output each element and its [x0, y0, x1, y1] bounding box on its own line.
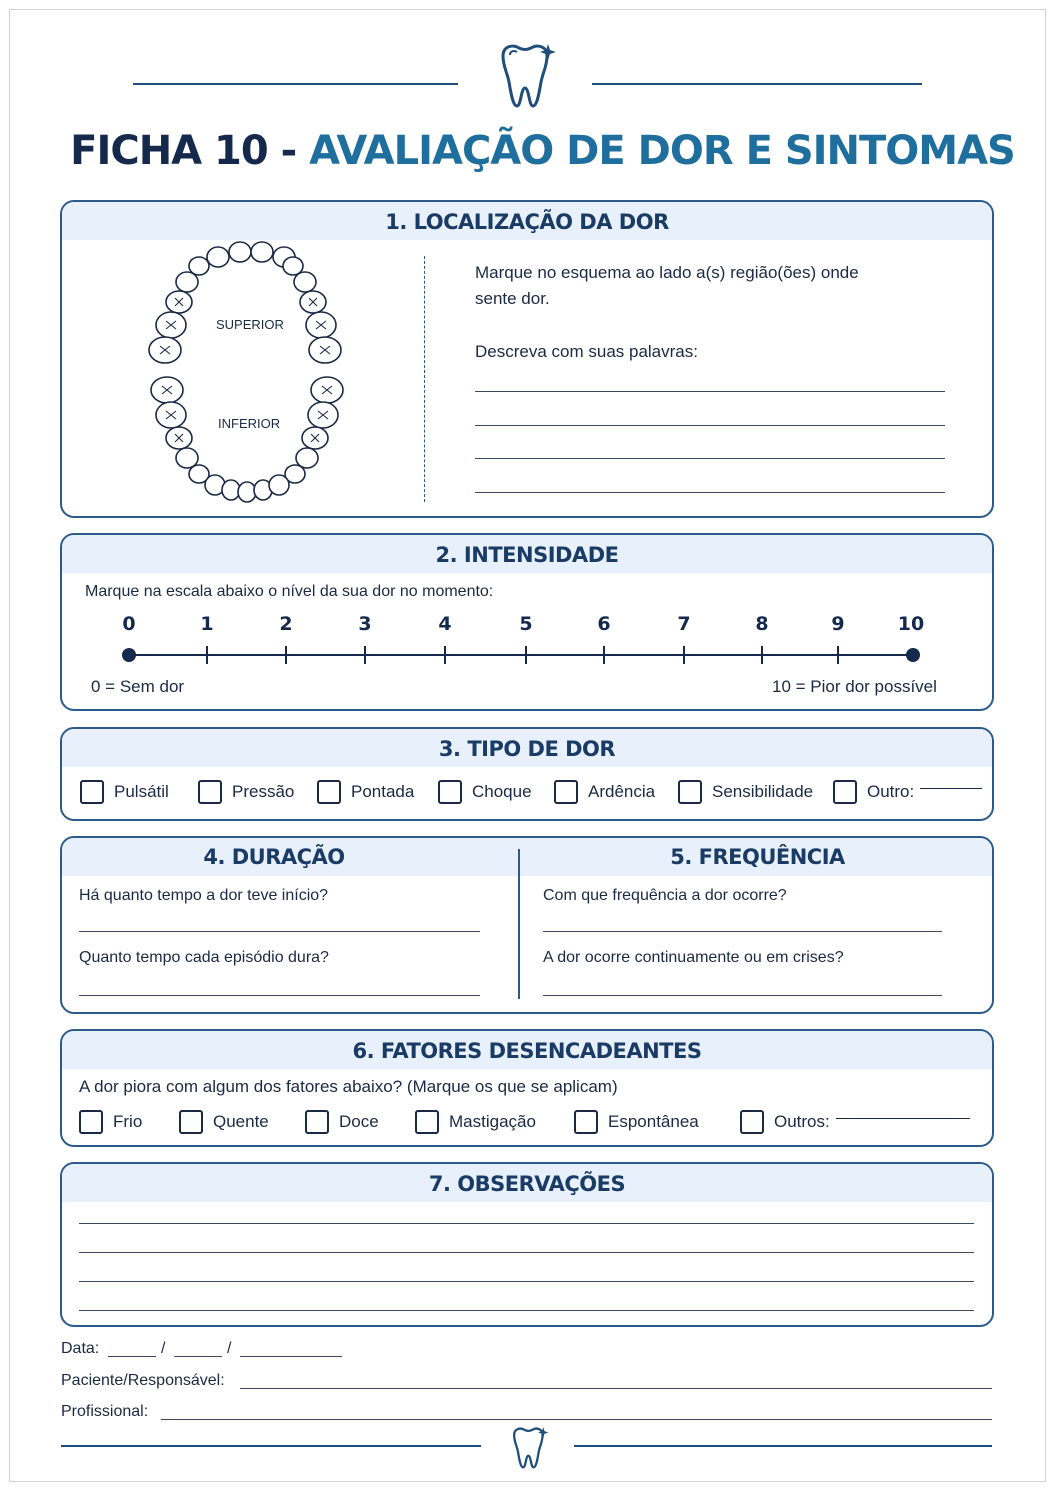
checkbox[interactable]	[740, 1110, 764, 1134]
option-choque[interactable]	[438, 780, 532, 804]
scale-start-dot	[122, 648, 136, 662]
duration-q2: Quanto tempo cada episódio dura?	[79, 949, 329, 966]
option-label: Ardência	[588, 782, 656, 801]
header-rule-right	[592, 83, 922, 85]
scale-value-7[interactable]: 7	[677, 613, 691, 635]
scale-value-10[interactable]: 10	[897, 613, 925, 635]
option-label: Outro:	[867, 782, 915, 801]
option-label: Pontada	[351, 782, 415, 801]
tooth-logo-icon	[493, 42, 559, 110]
upper-arch-label: SUPERIOR	[216, 317, 284, 332]
lower-arch-label: INFERIOR	[218, 416, 281, 431]
scale-tick	[761, 646, 763, 664]
describe-line-1[interactable]	[475, 391, 945, 392]
triggers-instruction: A dor piora com algum dos fatores abaixo? (Marque os que se aplicam)	[79, 1077, 618, 1096]
describe-line-4[interactable]	[475, 492, 945, 493]
date-day-field[interactable]	[108, 1356, 156, 1357]
option-label: Pressão	[232, 782, 295, 801]
option-label: Choque	[472, 782, 532, 801]
frequency-answer-2[interactable]	[543, 995, 942, 996]
section-heading: 7. OBSERVAÇÕES	[62, 1164, 992, 1202]
scale-tick	[364, 646, 366, 664]
scale-value-0[interactable]: 0	[122, 613, 136, 635]
scale-tick	[603, 646, 605, 664]
trigger-outros[interactable]	[740, 1110, 970, 1134]
option-label: Sensibilidade	[712, 782, 814, 801]
duration-frequency-divider	[518, 849, 520, 999]
date-year-field[interactable]	[240, 1356, 342, 1357]
scale-value-3[interactable]: 3	[358, 613, 372, 635]
option-label: Espontânea	[608, 1112, 699, 1131]
duration-answer-2[interactable]	[79, 995, 480, 996]
intensity-instruction: Marque na escala abaixo o nível da sua dor no momento:	[85, 583, 494, 600]
checkbox[interactable]	[198, 780, 222, 804]
option-label: Quente	[213, 1112, 269, 1131]
section-duration-heading: 4. DURAÇÃO	[203, 845, 345, 869]
section-heading: 1. LOCALIZAÇÃO DA DOR	[62, 202, 992, 240]
date-month-field[interactable]	[174, 1356, 222, 1357]
location-instruction-1: Marque no esquema ao lado a(s) região(ões) onde	[475, 263, 859, 282]
date-separator-2: /	[227, 1340, 232, 1357]
checkbox[interactable]	[554, 780, 578, 804]
frequency-answer-1[interactable]	[543, 931, 942, 932]
checkbox[interactable]	[438, 780, 462, 804]
describe-line-3[interactable]	[475, 458, 945, 459]
scale-value-4[interactable]: 4	[438, 613, 452, 635]
duration-q1: Há quanto tempo a dor teve início?	[79, 887, 329, 904]
checkbox[interactable]	[317, 780, 341, 804]
option-label: Frio	[113, 1112, 143, 1131]
checkbox[interactable]	[678, 780, 702, 804]
section1-divider	[424, 256, 425, 502]
option-sensibilidade[interactable]	[678, 780, 813, 804]
option-pressao[interactable]	[198, 780, 294, 804]
duration-answer-1[interactable]	[79, 931, 480, 932]
outros-blank[interactable]	[836, 1118, 970, 1119]
checkbox[interactable]	[833, 780, 857, 804]
section-heading: 2. INTENSIDADE	[62, 535, 992, 573]
page-title	[0, 128, 1055, 174]
option-label: Outros:	[774, 1112, 830, 1131]
describe-line-2[interactable]	[475, 425, 945, 426]
observation-line-1[interactable]	[79, 1223, 974, 1224]
option-label: Mastigação	[449, 1112, 536, 1131]
option-pulsatil[interactable]	[80, 780, 169, 804]
option-label: Doce	[339, 1112, 379, 1131]
scale-tick	[206, 646, 208, 664]
footer-rule-right	[574, 1445, 992, 1447]
checkbox[interactable]	[80, 780, 104, 804]
scale-value-5[interactable]: 5	[519, 613, 533, 635]
outro-blank[interactable]	[920, 788, 982, 789]
trigger-mastigacao[interactable]	[415, 1110, 536, 1134]
scale-value-1[interactable]: 1	[200, 613, 214, 635]
scale-tick	[525, 646, 527, 664]
trigger-doce[interactable]	[305, 1110, 379, 1134]
section-pain-type	[60, 727, 994, 821]
date-label: Data:	[61, 1340, 100, 1357]
trigger-frio[interactable]	[79, 1110, 142, 1134]
trigger-espontanea[interactable]	[574, 1110, 699, 1134]
scale-tick	[285, 646, 287, 664]
section-observations	[60, 1162, 994, 1327]
title-ficha-number: FICHA 10 -	[70, 128, 310, 174]
scale-max-label: 10 = Pior dor possível	[772, 677, 937, 696]
footer-rule-left	[61, 1445, 481, 1447]
checkbox[interactable]	[415, 1110, 439, 1134]
dental-arch-diagram[interactable]	[145, 240, 355, 505]
option-pontada[interactable]	[317, 780, 414, 804]
date-separator-1: /	[161, 1340, 166, 1357]
scale-value-8[interactable]: 8	[755, 613, 769, 635]
option-label: Pulsátil	[114, 782, 169, 801]
trigger-quente[interactable]	[179, 1110, 269, 1134]
scale-axis	[129, 654, 913, 656]
checkbox[interactable]	[79, 1110, 103, 1134]
tooth-footer-icon	[507, 1426, 551, 1470]
scale-min-label: 0 = Sem dor	[91, 677, 185, 696]
checkbox[interactable]	[574, 1110, 598, 1134]
describe-label: Descreva com suas palavras:	[475, 342, 698, 361]
professional-label: Profissional:	[61, 1403, 149, 1420]
option-ardencia[interactable]	[554, 780, 655, 804]
scale-value-6[interactable]: 6	[597, 613, 611, 635]
observation-line-4[interactable]	[79, 1310, 974, 1311]
scale-end-dot	[906, 648, 920, 662]
section-heading: 3. TIPO DE DOR	[62, 729, 992, 767]
observation-line-3[interactable]	[79, 1281, 974, 1282]
checkbox[interactable]	[179, 1110, 203, 1134]
scale-tick	[444, 646, 446, 664]
header-rule-left	[133, 83, 458, 85]
section-heading: 6. FATORES DESENCADEANTES	[62, 1031, 992, 1069]
frequency-q2: A dor ocorre continuamente ou em crises?	[543, 949, 844, 966]
title-subject: AVALIAÇÃO DE DOR E SINTOMAS	[309, 128, 1015, 174]
section-frequency-heading: 5. FREQUÊNCIA	[670, 845, 845, 869]
scale-value-2[interactable]: 2	[279, 613, 293, 635]
professional-field[interactable]	[161, 1419, 992, 1420]
patient-field[interactable]	[240, 1388, 992, 1389]
scale-value-9[interactable]: 9	[831, 613, 845, 635]
scale-tick	[837, 646, 839, 664]
frequency-q1: Com que frequência a dor ocorre?	[543, 887, 787, 904]
option-outro[interactable]	[833, 780, 982, 804]
observation-line-2[interactable]	[79, 1252, 974, 1253]
location-instruction-2: sente dor.	[475, 289, 550, 308]
patient-label: Paciente/Responsável:	[61, 1372, 225, 1389]
scale-tick	[683, 646, 685, 664]
checkbox[interactable]	[305, 1110, 329, 1134]
